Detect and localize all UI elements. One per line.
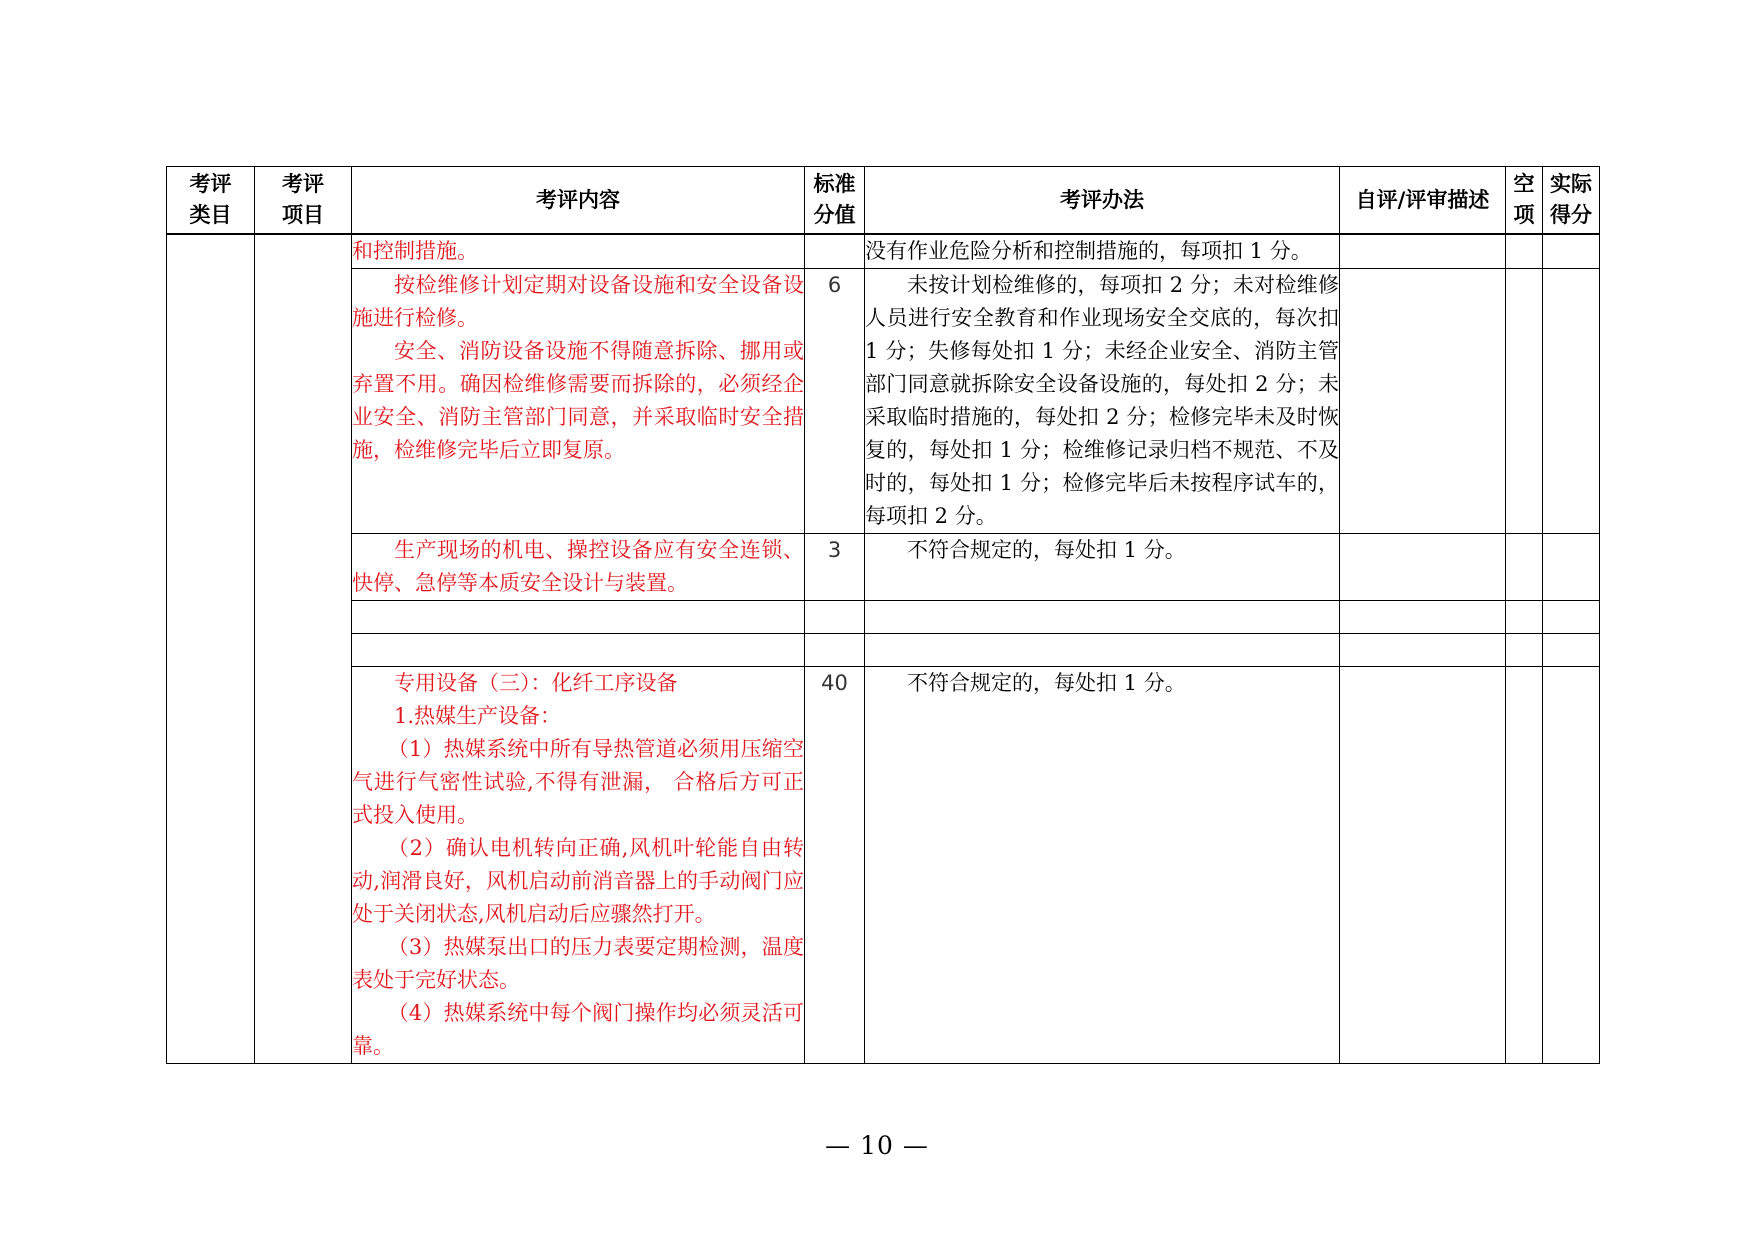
evaluation-table — [166, 166, 1600, 1064]
method-cell — [865, 634, 1340, 667]
header-blank-line1: 空 — [1513, 172, 1535, 196]
header-self-review: 自评/评审描述 — [1340, 167, 1506, 235]
content-paragraph: （4）热媒系统中每个阀门操作均必须灵活可靠。 — [352, 1001, 804, 1058]
method-text: 不符合规定的，每处扣 1 分。 — [907, 671, 1186, 695]
header-standard-score — [805, 167, 865, 235]
self-review-cell — [1340, 269, 1506, 534]
header-standard-score-line1: 标准 — [813, 172, 856, 196]
actual-score-cell — [1543, 234, 1600, 269]
header-actual-score-line1: 实际 — [1550, 172, 1592, 196]
item-cell — [255, 234, 352, 1064]
standard-score-cell — [805, 601, 865, 634]
content-paragraph: 安全、消防设备设施不得随意拆除、挪用或弃置不用。确因检维修需要而拆除的，必须经企业安全、消防主管部门同意，并采取临时安全措施，检维修完毕后立即复原。 — [352, 339, 804, 462]
standard-score-cell — [805, 634, 865, 667]
standard-score-cell — [805, 234, 865, 269]
content-paragraph: （3）热媒泵出口的压力表要定期检测，温度表处于完好状态。 — [352, 935, 804, 992]
actual-score-cell — [1543, 269, 1600, 534]
method-cell — [865, 601, 1340, 634]
category-cell — [167, 234, 255, 1064]
blank-cell — [1506, 269, 1543, 534]
content-cell — [352, 634, 805, 667]
table-row — [167, 234, 1600, 269]
method-cell — [865, 667, 1340, 1064]
self-review-cell — [1340, 234, 1506, 269]
blank-cell — [1506, 534, 1543, 601]
table-row — [167, 634, 1600, 667]
content-text: 和控制措施。 — [352, 239, 478, 263]
table-row — [167, 667, 1600, 1064]
actual-score-cell — [1543, 667, 1600, 1064]
content-cell — [352, 534, 805, 601]
content-paragraph: 按检维修计划定期对设备设施和安全设备设施进行检修。 — [352, 273, 804, 330]
header-blank — [1506, 167, 1543, 235]
self-review-cell — [1340, 634, 1506, 667]
header-content: 考评内容 — [352, 167, 805, 235]
method-text: 未按计划检维修的，每项扣 2 分；未对检维修人员进行安全教育和作业现场安全交底的，每次扣 1 分；失修每处扣 1 分；未经企业安全、消防主管部门同意就拆除安全设备设施的，每处扣 2 分；未采取临时措施的，每处扣 2 分；检修完毕未及时恢复的，每处扣 1 分；检维修记录归档不规范、不及时的，每处扣 1 分；检修完毕后未按程序试车的，每项扣 2 分。 — [865, 273, 1339, 528]
header-standard-score-line2: 分值 — [813, 203, 856, 227]
standard-score-cell: 6 — [805, 269, 865, 534]
header-item-line1: 考评 — [282, 172, 324, 196]
page-number: — 10 — — [825, 1131, 929, 1160]
self-review-cell — [1340, 667, 1506, 1064]
table-row — [167, 534, 1600, 601]
actual-score-cell — [1543, 634, 1600, 667]
actual-score-cell — [1543, 601, 1600, 634]
header-category — [167, 167, 255, 235]
header-item — [255, 167, 352, 235]
self-review-cell — [1340, 534, 1506, 601]
content-paragraph: 专用设备（三）：化纤工序设备 — [394, 671, 678, 695]
method-text: 没有作业危险分析和控制措施的，每项扣 1 分。 — [865, 239, 1312, 263]
header-actual-score-line2: 得分 — [1550, 203, 1592, 227]
header-item-line2: 项目 — [282, 203, 324, 227]
content-cell — [352, 269, 805, 534]
blank-cell — [1506, 601, 1543, 634]
content-paragraph: （1）热媒系统中所有导热管道必须用压缩空气进行气密性试验,不得有泄漏， 合格后方可正式投入使用。 — [352, 737, 804, 827]
blank-cell — [1506, 634, 1543, 667]
standard-score-cell: 40 — [805, 667, 865, 1064]
content-paragraph: （2）确认电机转向正确,风机叶轮能自由转动,润滑良好，风机启动前消音器上的手动阀门应处于关闭状态,风机启动后应骤然打开。 — [352, 836, 804, 926]
header-actual-score — [1543, 167, 1600, 235]
method-cell — [865, 234, 1340, 269]
content-cell — [352, 667, 805, 1064]
header-blank-line2: 项 — [1513, 203, 1535, 227]
blank-cell — [1506, 667, 1543, 1064]
content-paragraph: 1.热媒生产设备： — [394, 704, 562, 728]
blank-cell — [1506, 234, 1543, 269]
table-body — [167, 234, 1600, 1064]
table-header — [167, 167, 1600, 235]
content-cell — [352, 234, 805, 269]
header-method: 考评办法 — [865, 167, 1340, 235]
header-category-line2: 类目 — [189, 203, 232, 227]
standard-score-cell: 3 — [805, 534, 865, 601]
method-text: 不符合规定的，每处扣 1 分。 — [907, 538, 1186, 562]
table-row — [167, 269, 1600, 534]
table-row — [167, 601, 1600, 634]
content-paragraph: 生产现场的机电、操控设备应有安全连锁、快停、急停等本质安全设计与装置。 — [352, 538, 804, 595]
content-cell — [352, 601, 805, 634]
header-category-line1: 考评 — [189, 172, 232, 196]
method-cell — [865, 269, 1340, 534]
self-review-cell — [1340, 601, 1506, 634]
method-cell — [865, 534, 1340, 601]
actual-score-cell — [1543, 534, 1600, 601]
